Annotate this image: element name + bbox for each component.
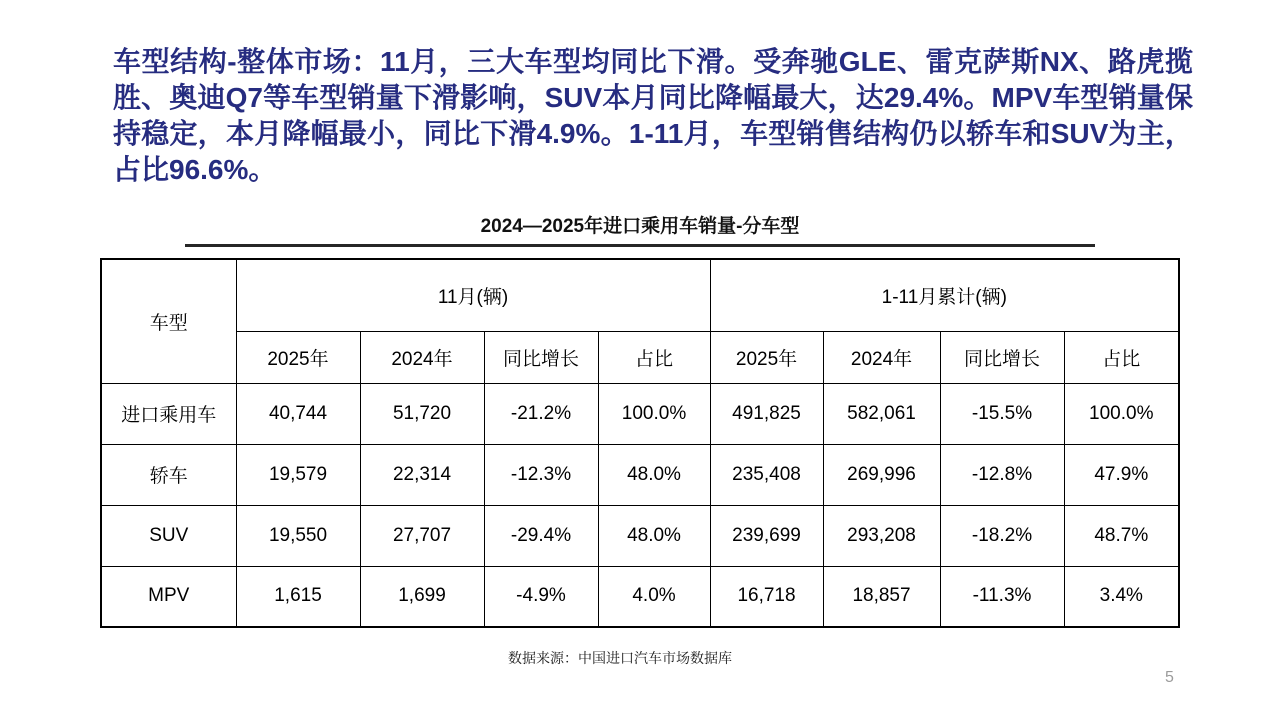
table-header-sub-row	[101, 331, 1179, 383]
table-cell: 48.0%	[598, 444, 710, 505]
table-cell: 269,996	[823, 444, 940, 505]
table-cell: 235,408	[710, 444, 823, 505]
table-cell: 1,615	[236, 566, 360, 627]
table-cell: 582,061	[823, 383, 940, 444]
table-cell: 239,699	[710, 505, 823, 566]
column-header-ytd-share: 占比	[1064, 331, 1179, 383]
table-cell: 51,720	[360, 383, 484, 444]
table-cell: 1,699	[360, 566, 484, 627]
table-cell: -18.2%	[940, 505, 1064, 566]
column-header-ytd-2025: 2025年	[710, 331, 823, 383]
table-cell: 48.7%	[1064, 505, 1179, 566]
table-cell: -21.2%	[484, 383, 598, 444]
table-cell: 40,744	[236, 383, 360, 444]
table-title: 2024—2025年进口乘用车销量-分车型	[480, 216, 800, 237]
table-cell: -12.3%	[484, 444, 598, 505]
title-underline	[185, 244, 1095, 247]
column-header-vehicle: 车型	[101, 259, 236, 383]
data-source-note: 数据来源：中国进口汽车市场数据库	[508, 650, 732, 666]
table-header-group-row	[101, 259, 1179, 331]
row-label: 轿车	[101, 444, 236, 505]
table-cell: 19,550	[236, 505, 360, 566]
table-row-total	[101, 383, 1179, 444]
table-cell: 100.0%	[598, 383, 710, 444]
column-header-nov-share: 占比	[598, 331, 710, 383]
sales-table	[100, 258, 1180, 628]
row-label: SUV	[101, 505, 236, 566]
table-cell: 4.0%	[598, 566, 710, 627]
page-number: 5	[1165, 669, 1174, 686]
table-cell: 48.0%	[598, 505, 710, 566]
table-cell: 16,718	[710, 566, 823, 627]
table-row-sedan	[101, 444, 1179, 505]
table-cell: -4.9%	[484, 566, 598, 627]
column-header-nov-2024: 2024年	[360, 331, 484, 383]
table-cell: -15.5%	[940, 383, 1064, 444]
table-cell: 47.9%	[1064, 444, 1179, 505]
table-cell: 18,857	[823, 566, 940, 627]
row-label: 进口乘用车	[101, 383, 236, 444]
table-cell: -11.3%	[940, 566, 1064, 627]
column-header-november-group: 11月(辆)	[236, 259, 710, 331]
table-cell: 22,314	[360, 444, 484, 505]
column-header-ytd-2024: 2024年	[823, 331, 940, 383]
table-cell: 27,707	[360, 505, 484, 566]
table-cell: -12.8%	[940, 444, 1064, 505]
headline-text: 车型结构-整体市场：11月，三大车型均同比下滑。受奔驰GLE、雷克萨斯NX、路虎揽胜、奥迪Q7等车型销量下滑影响，SUV本月同比降幅最大，达29.4%。MPV车型销量保持稳定，本月降幅最小，同比下滑4.9%。1-11月，车型销售结构仍以轿车和SUV为主，占比96.6%。	[113, 46, 1193, 185]
table-cell: -29.4%	[484, 505, 598, 566]
table-row-suv	[101, 505, 1179, 566]
table-cell: 491,825	[710, 383, 823, 444]
column-header-ytd-yoy: 同比增长	[940, 331, 1064, 383]
table-row-mpv	[101, 566, 1179, 627]
table-cell: 19,579	[236, 444, 360, 505]
table-cell: 293,208	[823, 505, 940, 566]
column-header-nov-yoy: 同比增长	[484, 331, 598, 383]
column-header-ytd-group: 1-11月累计(辆)	[710, 259, 1179, 331]
row-label: MPV	[101, 566, 236, 627]
table-cell: 100.0%	[1064, 383, 1179, 444]
table-cell: 3.4%	[1064, 566, 1179, 627]
column-header-nov-2025: 2025年	[236, 331, 360, 383]
